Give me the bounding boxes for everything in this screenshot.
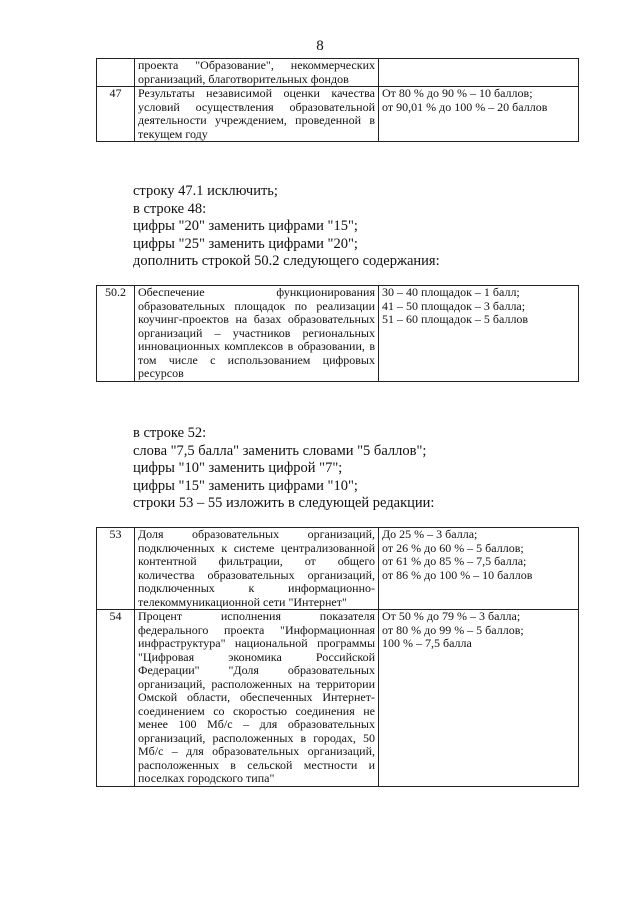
row-description-cell: Обеспечение функционирования образовательных площадок по реализации коучинг-проектов на базах образовательных организаций – участников региональных инновационных комплексов в образовании, в том числе с использованием цифровых ресурсов — [135, 286, 379, 382]
instruction-line: цифры "15" заменить цифрами "10"; — [133, 477, 358, 494]
row-score-cell: От 50 % до 79 % – 3 балла; от 80 % до 99 % – 5 баллов; 100 % – 7,5 балла — [379, 610, 579, 787]
row-number-cell: 50.2 — [97, 286, 135, 382]
instruction-line: цифры "10" заменить цифрой "7"; — [133, 460, 343, 476]
instruction-line: в строке 52: — [133, 425, 207, 441]
row-score-cell: От 80 % до 90 % – 10 баллов; от 90,01 % до 100 % – 20 баллов — [379, 87, 579, 142]
row-score-cell — [379, 59, 579, 87]
amendment-instructions-1 — [133, 183, 440, 271]
row-description-cell: Результаты независимой оценки качества условий осуществления образовательной деятельности учреждением, проведенной в текущем году — [135, 87, 379, 142]
table-row — [97, 59, 579, 87]
row-score-cell: До 25 % – 3 балла; от 26 % до 60 % – 5 баллов; от 61 % до 85 % – 7,5 балла; от 86 % до 100 % – 10 баллов — [379, 528, 579, 610]
page-number: 8 — [316, 38, 324, 54]
table-row — [97, 286, 579, 382]
row-number-cell — [97, 59, 135, 87]
row-number-cell: 47 — [97, 87, 135, 142]
table-row — [97, 528, 579, 610]
table-row — [97, 610, 579, 787]
amendment-instructions-2 — [133, 425, 434, 513]
instruction-line: цифры "20" заменить цифрами "15"; — [133, 218, 358, 234]
criteria-table-2 — [96, 285, 579, 382]
criteria-table-3 — [96, 527, 579, 787]
instruction-line: строки 53 – 55 изложить в следующей редакции: — [133, 495, 435, 511]
row-score-cell: 30 – 40 площадок – 1 балл; 41 – 50 площадок – 3 балла; 51 – 60 площадок – 5 баллов — [379, 286, 579, 382]
row-description-cell: Доля образовательных организаций, подключенных к системе централизованной контентной фильтрации, от общего количества образовательных организаций, подключенных к информационно-телекоммуникационной сети "Интернет" — [135, 528, 379, 610]
instruction-line: строку 47.1 исключить; — [133, 183, 278, 199]
instruction-line: слова "7,5 балла" заменить словами "5 баллов"; — [133, 442, 427, 459]
instruction-line: в строке 48: — [133, 200, 207, 217]
instruction-line: дополнить строкой 50.2 следующего содержания: — [133, 253, 440, 269]
row-number-cell: 54 — [97, 610, 135, 787]
table-row — [97, 87, 579, 142]
row-description-cell: проекта "Образование", некоммерческих организаций, благотворительных фондов — [135, 59, 379, 87]
instruction-line: цифры "25" заменить цифрами "20"; — [133, 235, 358, 252]
criteria-table-1 — [96, 58, 579, 142]
row-description-cell: Процент исполнения показателя федерального проекта "Информационная инфраструктура" национальной программы "Цифровая экономика Российской Федерации" "Доля образовательных организаций, расположенных на территории Омской области, обеспеченных Интернет-соединением со скоростью соединения не менее 100 Мб/с – для образовательных организаций, расположенных в городах, 50 Мб/с – для образовательных организаций, расположенных в сельской местности и поселках городского типа" — [135, 610, 379, 787]
row-number-cell: 53 — [97, 528, 135, 610]
